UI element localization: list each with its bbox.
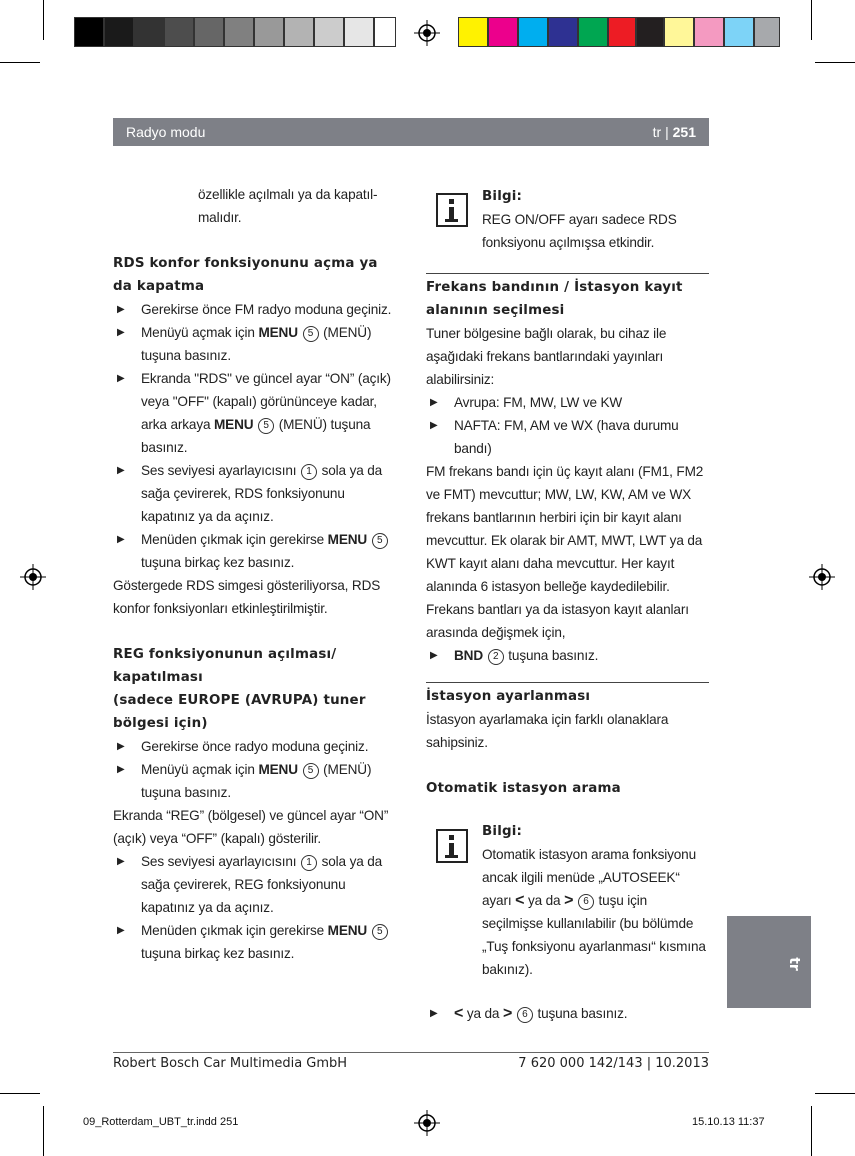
key-name: MENU — [327, 532, 368, 547]
registration-mark-icon — [414, 1110, 440, 1136]
heading-band: Frekans bandının / İstasyon kayıt alanının seçilmesi — [426, 280, 683, 318]
bullet-arrow-icon: ▶ — [430, 420, 438, 431]
registration-mark-icon — [20, 564, 46, 590]
swatch — [636, 17, 664, 47]
chevron-left-icon: < — [515, 892, 525, 909]
bullet-arrow-icon: ▶ — [117, 925, 125, 936]
list-item — [113, 298, 398, 321]
footer-divider — [113, 1052, 709, 1053]
list-item — [113, 758, 398, 804]
key-number: 5 — [258, 418, 274, 434]
key-number: 5 — [372, 533, 388, 549]
chevron-right-icon: > — [564, 892, 574, 909]
bullet-arrow-icon: ▶ — [117, 304, 125, 315]
list-item-text: Ses seviyesi ayarlayıcısını — [141, 854, 300, 869]
page-number-label — [653, 118, 696, 146]
swatch — [548, 17, 578, 47]
bullet-arrow-icon: ▶ — [430, 1008, 438, 1019]
key-number: 5 — [303, 326, 319, 342]
list-item-text: (MENÜ) tuşuna basınız. — [141, 417, 371, 455]
list-item — [113, 528, 398, 574]
swatch — [344, 17, 374, 47]
info-box-1 — [482, 185, 707, 254]
key-name: MENU — [258, 325, 298, 340]
info-text-part: tuşu için seçilmişse kullanılabilir (bu bölümde „Tuş fonksiyonu ayarlanması“ kısmına bakınız). — [482, 893, 706, 977]
key-number: 6 — [517, 1007, 533, 1023]
swatch — [374, 17, 396, 47]
swatch — [74, 17, 104, 47]
list-item — [113, 850, 398, 919]
swatch — [254, 17, 284, 47]
footer-docnumber: 7 620 000 142/143 | 10.2013 — [518, 1056, 709, 1071]
key-name: MENU — [214, 417, 254, 432]
chevron-left-icon: < — [454, 1005, 464, 1022]
list-item-text: Avrupa: FM, MW, LW ve KW — [454, 395, 623, 410]
list-item-text: Menüyü açmak için — [141, 762, 259, 777]
list-item — [113, 459, 398, 528]
paragraph: FM frekans bandı için üç kayıt alanı (FM1, FM2 ve FMT) mevcuttur; MW, LW, KW, AM ve WX frekans bantlarının herbiri için bir kayıt alanı mevcuttur. Ek olarak bir AMT, MWT, LWT ya da KWT kayıt alanı daha mevcuttur. Her kayıt alanında 6 istasyon belleğe kaydedilebilir. Frekans bantları ya da istasyon kayıt alanları arasında değişmek için, — [426, 464, 704, 640]
list-item-text: ya da — [463, 1006, 503, 1021]
crop-mark-tl-v — [43, 0, 44, 40]
list-item-text: tuşuna birkaç kez basınız. — [141, 555, 295, 570]
swatch — [694, 17, 724, 47]
list-item-text: Menüyü açmak için — [141, 325, 259, 340]
language-tab-label: tr — [785, 957, 802, 971]
slug-filename: 09_Rotterdam_UBT_tr.indd 251 — [83, 1116, 239, 1128]
swatch — [608, 17, 636, 47]
paragraph: Tuner bölgesine bağlı olarak, bu cihaz ile aşağıdaki frekans bantlarındaki yayınları alabilirsiniz: — [426, 326, 667, 387]
list-item-text: Ekranda "RDS" ve güncel ayar “ON” (açık) veya "OFF" (kapalı) görününceye kadar, arka arkaya — [141, 371, 391, 432]
key-name: MENU — [258, 762, 298, 777]
right-column-2 — [426, 685, 709, 800]
section-divider — [426, 273, 709, 274]
list-item-text: Menüden çıkmak için gerekirse — [141, 532, 328, 547]
key-name: MENU — [327, 923, 368, 938]
section-title: Radyo modu — [126, 124, 206, 140]
bullet-arrow-icon: ▶ — [117, 764, 125, 775]
list-item-text: Ses seviyesi ayarlayıcısını — [141, 463, 300, 478]
intro-text: özellikle açılmalı ya da kapatıl-malıdır. — [198, 187, 378, 225]
section-divider — [426, 682, 709, 683]
info-text — [482, 843, 708, 981]
list-item-text: tuşuna basınız. — [504, 648, 599, 663]
bullet-arrow-icon: ▶ — [117, 373, 125, 384]
registration-mark-icon — [809, 564, 835, 590]
crop-mark-bl-v — [43, 1106, 44, 1156]
bullet-arrow-icon: ▶ — [430, 397, 438, 408]
crop-mark-tr-v — [811, 0, 812, 40]
info-icon — [436, 829, 468, 863]
list-item — [113, 367, 398, 459]
list-item — [426, 644, 709, 667]
slug-date: 15.10.13 11:37 — [692, 1116, 765, 1128]
key-number: 1 — [301, 855, 317, 871]
key-number: 6 — [578, 894, 594, 910]
page-header — [113, 118, 709, 146]
info-title: Bilgi: — [482, 189, 523, 204]
list-item — [426, 414, 709, 460]
registration-mark-icon — [414, 20, 440, 46]
swatch — [284, 17, 314, 47]
bullet-arrow-icon: ▶ — [117, 856, 125, 867]
heading-autoseek: Otomatik istasyon arama — [426, 781, 621, 796]
info-text: REG ON/OFF ayarı sadece RDS fonksiyonu açılmışsa etkindir. — [482, 212, 677, 250]
footer-company: Robert Bosch Car Multimedia GmbH — [113, 1056, 348, 1071]
info-title: Bilgi: — [482, 824, 523, 839]
list-item — [113, 321, 398, 367]
bullet-arrow-icon: ▶ — [117, 327, 125, 338]
list-item — [426, 391, 709, 414]
crop-mark-tl-h — [0, 62, 40, 63]
info-text-part: ya da — [524, 893, 565, 908]
key-number: 5 — [303, 763, 319, 779]
list-item-text: sola ya da sağa çevirerek, REG fonksiyonunu kapatınız ya da açınız. — [141, 854, 383, 915]
list-item — [426, 1002, 709, 1025]
swatch — [488, 17, 518, 47]
info-icon — [436, 193, 468, 227]
right-column-3 — [426, 1002, 709, 1025]
swatch — [194, 17, 224, 47]
list-item-text: tuşuna birkaç kez basınız. — [141, 946, 295, 961]
language-code: tr — [652, 124, 662, 140]
separator: | — [661, 124, 673, 140]
list-item-text: (MENÜ) tuşuna basınız. — [141, 325, 372, 363]
bullet-arrow-icon: ▶ — [117, 741, 125, 752]
heading-station: İstasyon ayarlanması — [426, 689, 591, 704]
list-item — [113, 735, 398, 758]
key-number: 2 — [488, 649, 504, 665]
swatch — [724, 17, 754, 47]
crop-mark-br-v — [811, 1106, 812, 1156]
chevron-right-icon: > — [502, 1005, 513, 1022]
list-item-text: sola ya da sağa çevirerek, RDS fonksiyonunu kapatınız ya da açınız. — [141, 463, 383, 524]
list-item-text: NAFTA: FM, AM ve WX (hava durumu bandı) — [454, 418, 679, 456]
key-number: 5 — [372, 924, 388, 940]
paragraph: İstasyon ayarlamaka için farklı olanaklara sahipsiniz. — [426, 712, 669, 750]
swatch — [314, 17, 344, 47]
list-item-text: Gerekirse önce radyo moduna geçiniz. — [141, 739, 369, 754]
list-item-text: Menüden çıkmak için gerekirse — [141, 923, 328, 938]
swatch — [578, 17, 608, 47]
key-number: 1 — [301, 464, 317, 480]
list-item-text: (MENÜ) tuşuna basınız. — [141, 762, 372, 800]
heading-reg-sub: (sadece EUROPE (AVRUPA) tuner bölgesi için) — [113, 693, 366, 731]
swatch — [104, 17, 134, 47]
list-item-text: Gerekirse önce FM radyo moduna geçiniz. — [141, 302, 392, 317]
swatch — [518, 17, 548, 47]
paragraph: Ekranda “REG” (bölgesel) ve güncel ayar “ON” (açık) veya “OFF” (kapalı) gösterilir. — [113, 808, 389, 846]
swatch — [134, 17, 164, 47]
page-number: 251 — [672, 124, 696, 140]
bullet-arrow-icon: ▶ — [430, 650, 438, 661]
paragraph: Göstergede RDS simgesi gösteriliyorsa, RDS konfor fonksiyonları etkinleştirilmiştir. — [113, 578, 381, 616]
right-column — [426, 276, 709, 667]
swatch — [224, 17, 254, 47]
info-text-part: Otomatik istasyon arama fonksiyonu ancak ilgili menüde „AUTOSEEK“ ayarı — [482, 847, 697, 908]
bullet-arrow-icon: ▶ — [117, 534, 125, 545]
info-box-2 — [482, 820, 708, 981]
swatch — [754, 17, 780, 47]
crop-mark-bl-h — [0, 1093, 40, 1094]
heading-rds: RDS konfor fonksiyonunu açma ya da kapatma — [113, 256, 378, 294]
bullet-arrow-icon: ▶ — [117, 465, 125, 476]
language-tab — [727, 916, 811, 1008]
swatch — [164, 17, 194, 47]
swatch — [664, 17, 694, 47]
crop-mark-br-h — [815, 1093, 855, 1094]
key-name: BND — [454, 648, 484, 663]
list-item — [113, 919, 398, 965]
list-item-text: tuşuna basınız. — [533, 1006, 628, 1021]
heading-reg: REG fonksiyonunun açılması/ kapatılması — [113, 647, 337, 685]
crop-mark-tr-h — [815, 62, 855, 63]
swatch — [458, 17, 488, 47]
left-column — [113, 183, 398, 965]
